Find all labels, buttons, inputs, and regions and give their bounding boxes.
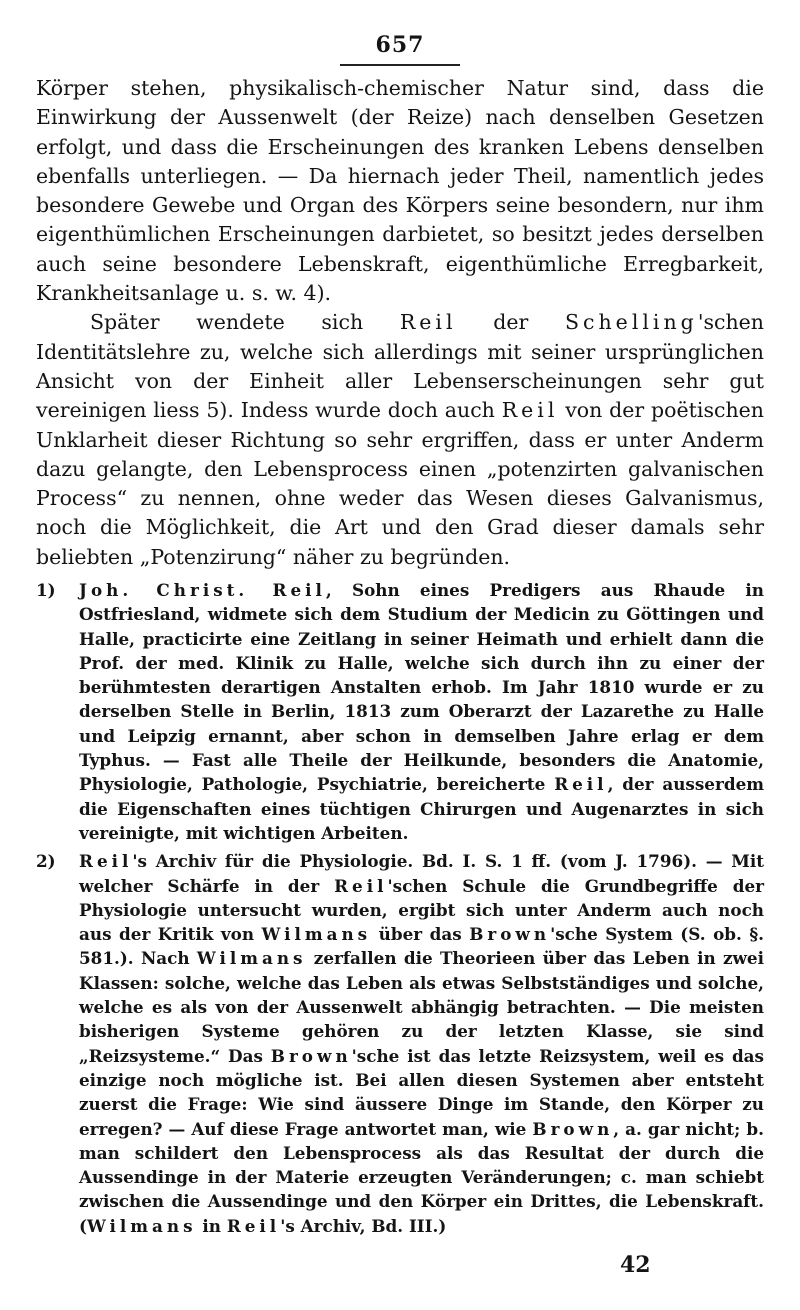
paragraph-2: Später wendete sich Reil der Schelling'schen Identitätslehre zu, welche sich allerdings mit seiner ursprünglichen Ansicht von der Einheit aller Lebenserscheinungen sehr gut vereinigen liess 5). Indess wurde doch auch Reil von der poëtischen Unklarheit dieser Richtung so sehr ergriffen, dass er unter Anderm dazu gelangte, den Lebensprocess einen „potenzirten galvanischen Process“ zu nennen, ohne weder das Wesen dieses Galvanismus, noch die Möglichkeit, die Art und den Grad dieser damals sehr beliebten „Potenzirung“ näher zu begründen.	[36, 310, 764, 569]
name-reil: Reil	[79, 851, 133, 872]
name-brown: Brown	[532, 1118, 614, 1139]
name-reil: Reil	[334, 875, 388, 896]
name-reil: Reil	[399, 310, 457, 335]
sheet-signature: 42	[620, 1252, 651, 1278]
name-wilmans: Wilmans	[86, 1215, 197, 1236]
footnote-number: 1)	[36, 580, 56, 600]
name-brown: Brown	[270, 1045, 352, 1066]
footnotes	[36, 578, 764, 1238]
name-reil: Reil	[501, 398, 559, 423]
header-rule	[340, 64, 460, 66]
footnote-number: 2)	[36, 851, 56, 872]
name-wilmans: Wilmans	[261, 924, 372, 945]
paragraph-1: Körper stehen, physikalisch-chemischer Natur sind, dass die Einwirkung der Aussenwelt (der Reize) nach denselben Gesetzen erfolgt, und dass die Erscheinungen des kranken Lebens denselben ebenfalls unterliegen. — Da hiernach jeder Theil, namentlich jedes besondere Gewebe und Organ des Körpers seine besondern, nur ihm eigenthümlichen Erscheinungen darbietet, so besitzt jedes derselben auch seine besondere Lebenskraft, eigenthümliche Erregbarkeit, Krankheitsanlage u. s. w. 4).	[36, 76, 764, 306]
footnote-1: 1) Joh. Christ. Reil, Sohn eines Predigers aus Rhaude in Ostfriesland, widmete sich dem Studium der Medicin zu Göttingen und Halle, practicirte eine Zeitlang in seiner Heimath und erhielt dann die Prof. der med. Klinik zu Halle, welche sich durch ihn zu einer der berühmtesten derartigen Anstalten erhob. Im Jahr 1810 wurde er zu derselben Stelle in Berlin, 1813 zum Oberarzt der Lazarethe zu Halle und Leipzig ernannt, aber schon in demselben Jahre erlag er dem Typhus. — Fast alle Theile der Heilkunde, besonders die Anatomie, Physiologie, Pathologie, Psychiatrie, bereicherte Reil, der ausserdem die Eigenschaften eines tüchtigen Chirurgen und Augenarztes in sich vereinigte, mit wichtigen Arbeiten.	[36, 580, 764, 843]
name-schelling: Schelling	[564, 310, 698, 335]
name-brown: Brown	[469, 924, 551, 945]
footnote-2: 2) Reil's Archiv für die Physiologie. Bd. I. S. 1 ff. (vom J. 1796). — Mit welcher Schärfe in der Reil'schen Schule die Grundbegriffe der Physiologie untersucht wurden, ergibt sich unter Anderm auch noch aus der Kritik von Wilmans über das Brown'sche System (S. ob. §. 581.). Nach Wilmans zerfallen die Theorieen über das Leben in zwei Klassen: solche, welche das Leben als etwas Selbstständiges und solche, welche es als von der Aussenwelt abhängig betrachten. — Die meisten bisherigen Systeme gehören zu der letzten Klasse, sie sind „Reizsysteme.“ Das Brown'sche ist das letzte Reizsystem, weil es das einzige noch mögliche ist. Bei allen diesen Systemen aber entsteht zuerst die Frage: Wie sind äussere Dinge im Stande, den Körper zu erregen? — Auf diese Frage antwortet man, wie Brown, a. gar nicht; b. man schildert den Lebensprocess als das Resultat der durch die Aussendinge in der Materie erzeugten Veränderungen; c. man schiebt zwischen die Aussendinge und den Körper ein Drittes, die Lebenskraft. (Wilmans in Reil's Archiv, Bd. III.)	[36, 851, 765, 1236]
page-number: 657	[375, 32, 425, 58]
name-wilmans: Wilmans	[196, 948, 307, 969]
main-text	[36, 74, 764, 572]
name-reil: Reil	[226, 1215, 281, 1236]
name-joh-christ-reil: Joh. Christ. Reil	[79, 580, 326, 600]
name-reil: Reil	[554, 774, 608, 795]
